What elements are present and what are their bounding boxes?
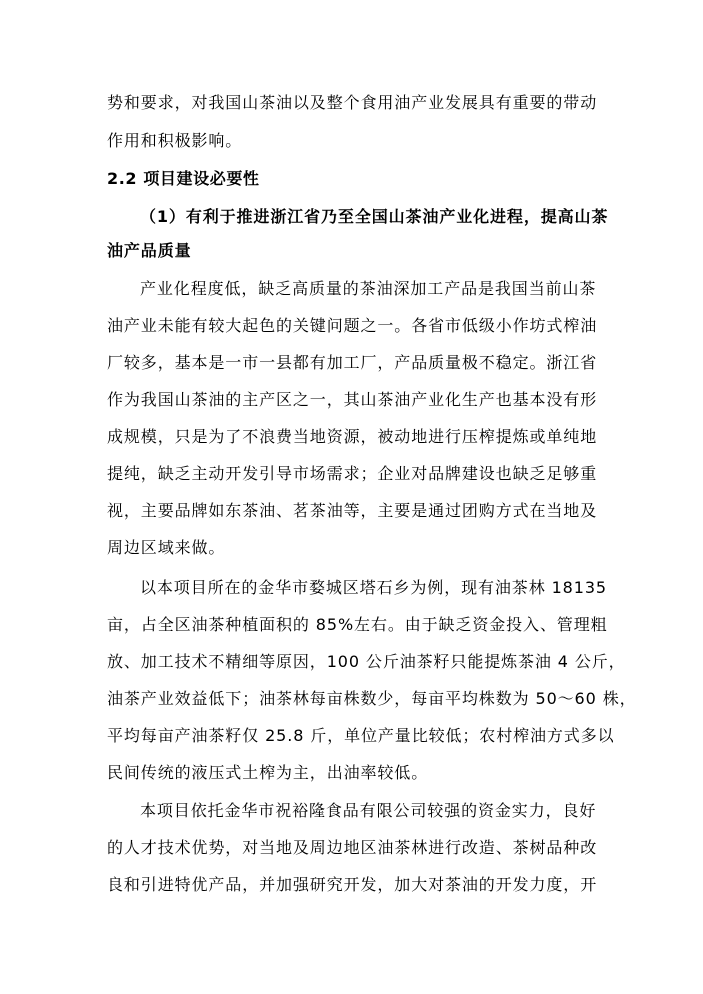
paragraph-2-line-6: 民间传统的液压式土榨为主，出油率较低。 [107, 763, 429, 782]
paragraph-3-line-1: 本项目依托金华市祝裕隆食品有限公司较强的资金实力，良好 [140, 801, 597, 820]
paragraph-1-line-8: 周边区域来做。 [107, 538, 226, 557]
paragraph-1-line-7: 视，主要品牌如东茶油、茗茶油等，主要是通过团购方式在当地及 [107, 501, 598, 520]
paragraph-1-line-4: 作为我国山茶油的主产区之一，其山茶油产业化生产也基本没有形 [107, 390, 598, 409]
intro-line-2: 作用和积极影响。 [107, 131, 243, 150]
paragraph-2-line-3: 放、加工技术不精细等原因，100 公斤油茶籽只能提炼茶油 4 公斤， [107, 652, 626, 671]
paragraph-2-line-1: 以本项目所在的金华市婺城区塔石乡为例，现有油茶林 18135 [140, 578, 607, 597]
paragraph-1-line-3: 厂较多，基本是一市一县都有加工厂，产品质量极不稳定。浙江省 [107, 353, 598, 372]
paragraph-3-line-3: 良和引进特优产品，并加强研究开发，加大对茶油的开发力度，开 [107, 875, 598, 894]
paragraph-3-line-2: 的人才技术优势，对当地及周边地区油茶林进行改造、茶树品种改 [107, 838, 598, 857]
paragraph-1-line-2: 油产业未能有较大起色的关键问题之一。各省市低级小作坊式榨油 [107, 316, 598, 335]
paragraph-1-line-1: 产业化程度低，缺乏高质量的茶油深加工产品是我国当前山茶 [140, 279, 597, 298]
intro-line-1: 势和要求，对我国山茶油以及整个食用油产业发展具有重要的带动 [107, 93, 598, 112]
paragraph-2-line-2: 亩，占全区油茶种植面积的 85%左右。由于缺乏资金投入、管理粗 [107, 615, 608, 634]
paragraph-2-line-5: 平均每亩产油茶籽仅 25.8 斤，单位产量比较低；农村榨油方式多以 [107, 726, 615, 745]
paragraph-1-line-6: 提纯，缺乏主动开发引导市场需求；企业对品牌建设也缺乏足够重 [107, 464, 598, 483]
paragraph-2-line-4: 油茶产业效益低下；油茶林每亩株数少，每亩平均株数为 50～60 株， [107, 689, 637, 708]
subheading-line-1: （1）有利于推进浙江省乃至全国山茶油产业化进程，提高山茶 [140, 207, 609, 226]
subheading-line-2: 油产品质量 [107, 241, 192, 260]
section-heading: 2.2 项目建设必要性 [107, 169, 260, 188]
paragraph-1-line-5: 成规模，只是为了不浪费当地资源，被动地进行压榨提炼或单纯地 [107, 427, 598, 446]
